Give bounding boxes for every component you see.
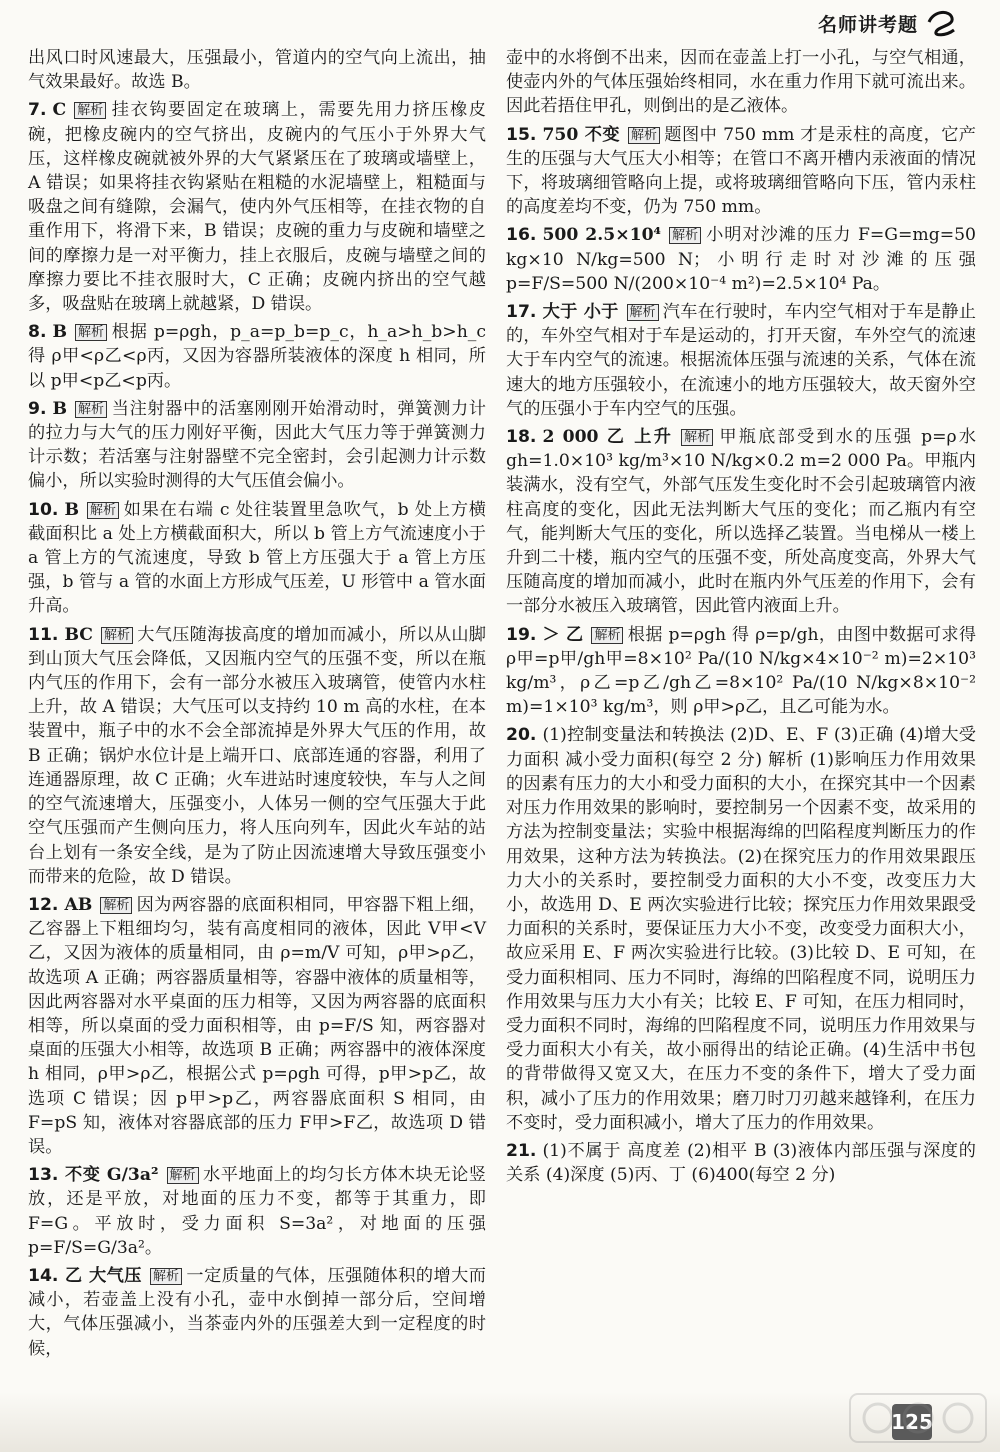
explanation-text: 汽车在行驶时，车内空气相对于车是静止的，车外空气相对于车是运动的，打开天窗，车外空气的流速大于车内空气的流速。根据流体压强与流速的关系，气体在流速大的地方压强较小，在流速小的地方压强较大，故天窗外空气的压强小于车内空气的压强。 xyxy=(506,302,976,419)
question-number: 18. xyxy=(506,427,537,448)
question-number: 7. xyxy=(28,100,47,121)
question-number: 16. xyxy=(506,225,537,246)
answer-item xyxy=(506,623,976,720)
answer-item xyxy=(28,623,486,889)
question-number: 11. xyxy=(28,624,59,645)
answer-item xyxy=(506,223,976,296)
brand-title: 名师讲考题 xyxy=(817,13,918,36)
explanation-text: 挂衣钩要固定在玻璃上，需要先用力挤压橡皮碗，把橡皮碗内的空气挤出，皮碗内的气压小于外界大气压，这样橡皮碗就被外界的大气紧紧压在了玻璃或墙壁上，A 错误；如果将挂衣钩紧贴在粗糙的水泥墙壁上，粗糙面与吸盘之间有缝隙，会漏气，使内外气压相等，在挂衣物的自重作用下，将滑下来，B 错误；皮碗的重力与皮碗和墙壁之间的摩擦力是一对平衡力，挂上衣服后，皮碗与墙壁之间的摩擦力要比不挂衣服时大，C 正确；皮碗内挤出的空气越多，吸盘贴在玻璃上就越紧，D 错误。 xyxy=(28,100,486,315)
analysis-tag: 解析 xyxy=(74,102,106,119)
answer-key: C xyxy=(52,100,67,121)
answer-item xyxy=(28,893,486,1159)
analysis-tag: 解析 xyxy=(591,627,623,644)
answer-key: 不变 G/3a² xyxy=(64,1165,159,1186)
explanation-text: 一定质量的气体，压强随体积的增大而减小，若壶盖上没有小孔，壶中水倒掉一部分后，空间增大，气体压强减小，当茶壶内外的压强差大到一定程度的时候， xyxy=(28,1265,486,1359)
answer-item xyxy=(28,397,486,494)
explanation-text: 壶中的水将倒不出来，因而在壶盖上打一小孔，与空气相通，使壶内外的气体压强始终相同，水在重力作用下就可流出来。因此若捂住甲孔，则倒出的是乙液体。 xyxy=(506,48,976,117)
analysis-tag: 解析 xyxy=(101,627,133,644)
watermark-logo xyxy=(848,1392,988,1444)
answer-item xyxy=(28,98,486,316)
answer-key: B xyxy=(52,398,68,419)
explanation-text: (1)控制变量法和转换法 (2)D、E、F (3)正确 (4)增大受力面积 减小受力面积(每空 2 分) 解析 (1)影响压力作用效果的因素有压力的大小和受力面积的大小，在探究其中一个因素对压力作用效果的影响时，要控制另一个因素不变，故采用的方法为控制变量法；实验中根据海绵的凹陷程度判断压力的作用效果，这种方法为转换法。(2)在探究压力的作用效果跟压力大小的关系时，要控制受力面积的大小不变，改变压力大小，故选用 D、E 两次实验进行比较；探究压力作用效果跟受力面积的关系时，要保证压力大小不变，改变受力面积大小，故应采用 E、F 两次实验进行比较。(3)比较 D、E 可知，在受力面积相同、压力不同时，海绵的凹陷程度不同，说明压力作用效果与压力大小有关；比较 E、F 可知，在压力相同时，受力面积不同时，海绵的凹陷程度不同，说明压力作用效果与受力面积大小有关，故小丽得出的结论正确。(4)生活中书包的背带做得又宽又大，在压力不变的条件下，增大了受力面积，减小了压力的作用效果；磨刀时刀刃越来越锋利，在压力不变时，受力面积减小，增大了压力的作用效果。 xyxy=(506,725,976,1133)
right-column xyxy=(506,46,976,1191)
question-number: 8. xyxy=(28,322,47,343)
question-number: 15. xyxy=(506,124,537,145)
question-number: 13. xyxy=(28,1165,59,1186)
analysis-tag: 解析 xyxy=(167,1167,199,1184)
analysis-tag: 解析 xyxy=(75,324,107,341)
analysis-tag: 解析 xyxy=(100,897,132,914)
question-number: 10. xyxy=(28,499,59,520)
answer-key: ＞ 乙 xyxy=(542,624,584,645)
question-number: 19. xyxy=(506,624,537,645)
explanation-text: 当注射器中的活塞刚刚开始滑动时，弹簧测力计的拉力与大气的压力刚好平衡，因此大气压力等于弹簧测力计示数；若活塞与注射器壁不完全密封，会引起测力计示数偏小，所以实验时测得的大气压值会偏小。 xyxy=(28,398,486,492)
analysis-tag: 解析 xyxy=(669,227,701,244)
analysis-tag: 解析 xyxy=(627,304,659,321)
question-number: 20. xyxy=(506,725,537,746)
brand-logo-icon xyxy=(924,8,958,38)
explanation-text: (1)不属于 高度差 (2)相平 B (3)液体内部压强与深度的关系 (4)深度 (5)丙、丁 (6)400(每空 2 分) xyxy=(506,1140,976,1186)
answer-key: 750 不变 xyxy=(542,124,620,145)
question-number: 12. xyxy=(28,894,59,915)
analysis-tag: 解析 xyxy=(87,502,119,519)
explanation-text: 根据 p=ρgh 得 ρ=p/gh，由图中数据可求得 ρ甲=p甲/gh甲=8×10² Pa/(10 N/kg×4×10⁻² m)=2×10³ kg/m³，ρ乙=p乙/gh乙=8×10² Pa/(10 N/kg×8×10⁻² m)=1×10³ kg/m³，则 ρ甲>ρ乙，且乙可能为水。 xyxy=(506,624,977,718)
answer-item xyxy=(506,123,976,220)
question-number: 17. xyxy=(506,302,537,323)
analysis-tag: 解析 xyxy=(681,429,713,446)
answer-item xyxy=(506,300,976,421)
answer-item xyxy=(28,498,486,619)
answer-key: AB xyxy=(64,894,93,915)
analysis-tag: 解析 xyxy=(75,401,107,418)
answer-key: B xyxy=(52,322,68,343)
page-header xyxy=(818,8,958,38)
explanation-text: 根据 p=ρgh，p_a=p_b=p_c，h_a>h_b>h_c 得 ρ甲<ρ乙<ρ丙，又因为容器所装液体的深度 h 相同，所以 p甲<p乙<p丙。 xyxy=(28,322,486,391)
answer-item xyxy=(506,46,976,119)
explanation-text: 题图中 750 mm 才是汞柱的高度，它产生的压强与大气压大小相等；在管口不离开槽内汞液面的情况下，将玻璃细管略向上提，或将玻璃细管略向下压，管内汞柱的高度差均不变，仍为 750 mm。 xyxy=(506,124,976,218)
answer-key: BC xyxy=(64,624,93,645)
question-number: 14. xyxy=(28,1265,59,1286)
answer-key: 乙 大气压 xyxy=(64,1265,142,1286)
answer-item xyxy=(28,1264,486,1361)
analysis-tag: 解析 xyxy=(150,1268,182,1285)
answer-item xyxy=(506,425,976,619)
answer-item xyxy=(506,1139,976,1187)
analysis-tag: 解析 xyxy=(628,127,660,144)
explanation-text: 因为两容器的底面积相同，甲容器下粗上细，乙容器上下粗细均匀，装有高度相同的液体，因此 V甲<V乙，又因为液体的质量相同，由 ρ=m/V 可知，ρ甲>ρ乙，故选项 A 正确；两容器质量相等，容器中液体的质量相等，因此两容器对水平桌面的压力相等，又因为两容器的底面积相等，所以桌面的受力面积相等，由 p=F/S 知，两容器对桌面的压强大小相等，故选项 B 正确；两容器中的液体深度 h 相同，ρ甲>ρ乙，根据公式 p=ρgh 可得，p甲>p乙，故选项 C 错误；因 p甲>p乙，两容器底面积 S 相同，由 F=pS 知，液体对容器底部的压力 F甲>F乙，故选项 D 错误。 xyxy=(28,894,486,1157)
answer-item xyxy=(28,46,486,94)
explanation-text: 如果在右端 c 处往装置里急吹气，b 处上方横截面积比 a 处上方横截面积大，所以 b 管上方气流速度小于 a 管上方的气流速度，导致 b 管上方压强大于 a 管上方压强，b 管与 a 管的水面上方形成气压差，U 形管中 a 管水面升高。 xyxy=(28,499,486,617)
question-number: 9. xyxy=(28,398,47,419)
answer-key: 大于 小于 xyxy=(542,302,619,323)
answer-item xyxy=(506,723,976,1134)
question-number: 21. xyxy=(506,1140,537,1161)
explanation-text: 大气压随海拔高度的增加而减小，所以从山脚到山顶大气压会降低，又因瓶内空气的压强不变，所以在瓶内气压的作用下，会有一部分水被压入玻璃管，使管内水柱上升，故 A 错误；大气压可以支持约 10 m 高的水柱，在本装置中，瓶子中的水不会全部流掉是外界大气压的作用，故 B 正确；锅炉水位计是上端开口、底部连通的容器，利用了连通器原理，故 C 正确；火车进站时速度较快，车与人之间的空气流速增大，压强变小，人体另一侧的空气压强大于此空气压强而产生侧向压力，将人压向列车，因此火车站的站台上划有一条安全线，是为了防止因流速增大导致压强变小而带来的危险，故 D 错误。 xyxy=(28,624,486,887)
explanation-text: 水平地面上的均匀长方体木块无论竖放，还是平放，对地面的压力不变，都等于其重力，即 F=G。平放时，受力面积 S=3a²，对地面的压强 p=F/S=G/3a²。 xyxy=(28,1165,486,1258)
answer-key: 500 2.5×10⁴ xyxy=(542,225,662,246)
explanation-text: 小明对沙滩的压力 F=G=mg=50 kg×10 N/kg=500 N；小明行走时对沙滩的压强 p=F/S=500 N/(200×10⁻⁴ m²)=2.5×10⁴ Pa。 xyxy=(506,225,976,294)
answer-key: B xyxy=(64,499,79,520)
explanation-text: 出风口时风速最大，压强最小，管道内的空气向上流出，抽气效果最好。故选 B。 xyxy=(28,48,486,93)
explanation-text: 甲瓶底部受到水的压强 p=ρ水gh=1.0×10³ kg/m³×10 N/kg×0.2 m=2 000 Pa。甲瓶内装满水，没有空气，外部气压发生变化时不会引起玻璃管内液柱高度的变化，因此无法判断大气压的变化；而乙瓶内有空气，能判断大气压的变化，所以选择乙装置。当电梯从一楼上升到二十楼，瓶内空气的压强不变，所处高度变高，外界大气压随高度的增加而减小，此时在瓶内外气压差的作用下，会有一部分水被压入玻璃管，因此管内液面上升。 xyxy=(506,427,976,617)
left-column xyxy=(28,46,486,1365)
answer-key: 2 000 乙 上升 xyxy=(542,427,674,448)
page-number: 125 xyxy=(892,1404,932,1440)
answer-item xyxy=(28,320,486,393)
answer-item xyxy=(28,1163,486,1260)
